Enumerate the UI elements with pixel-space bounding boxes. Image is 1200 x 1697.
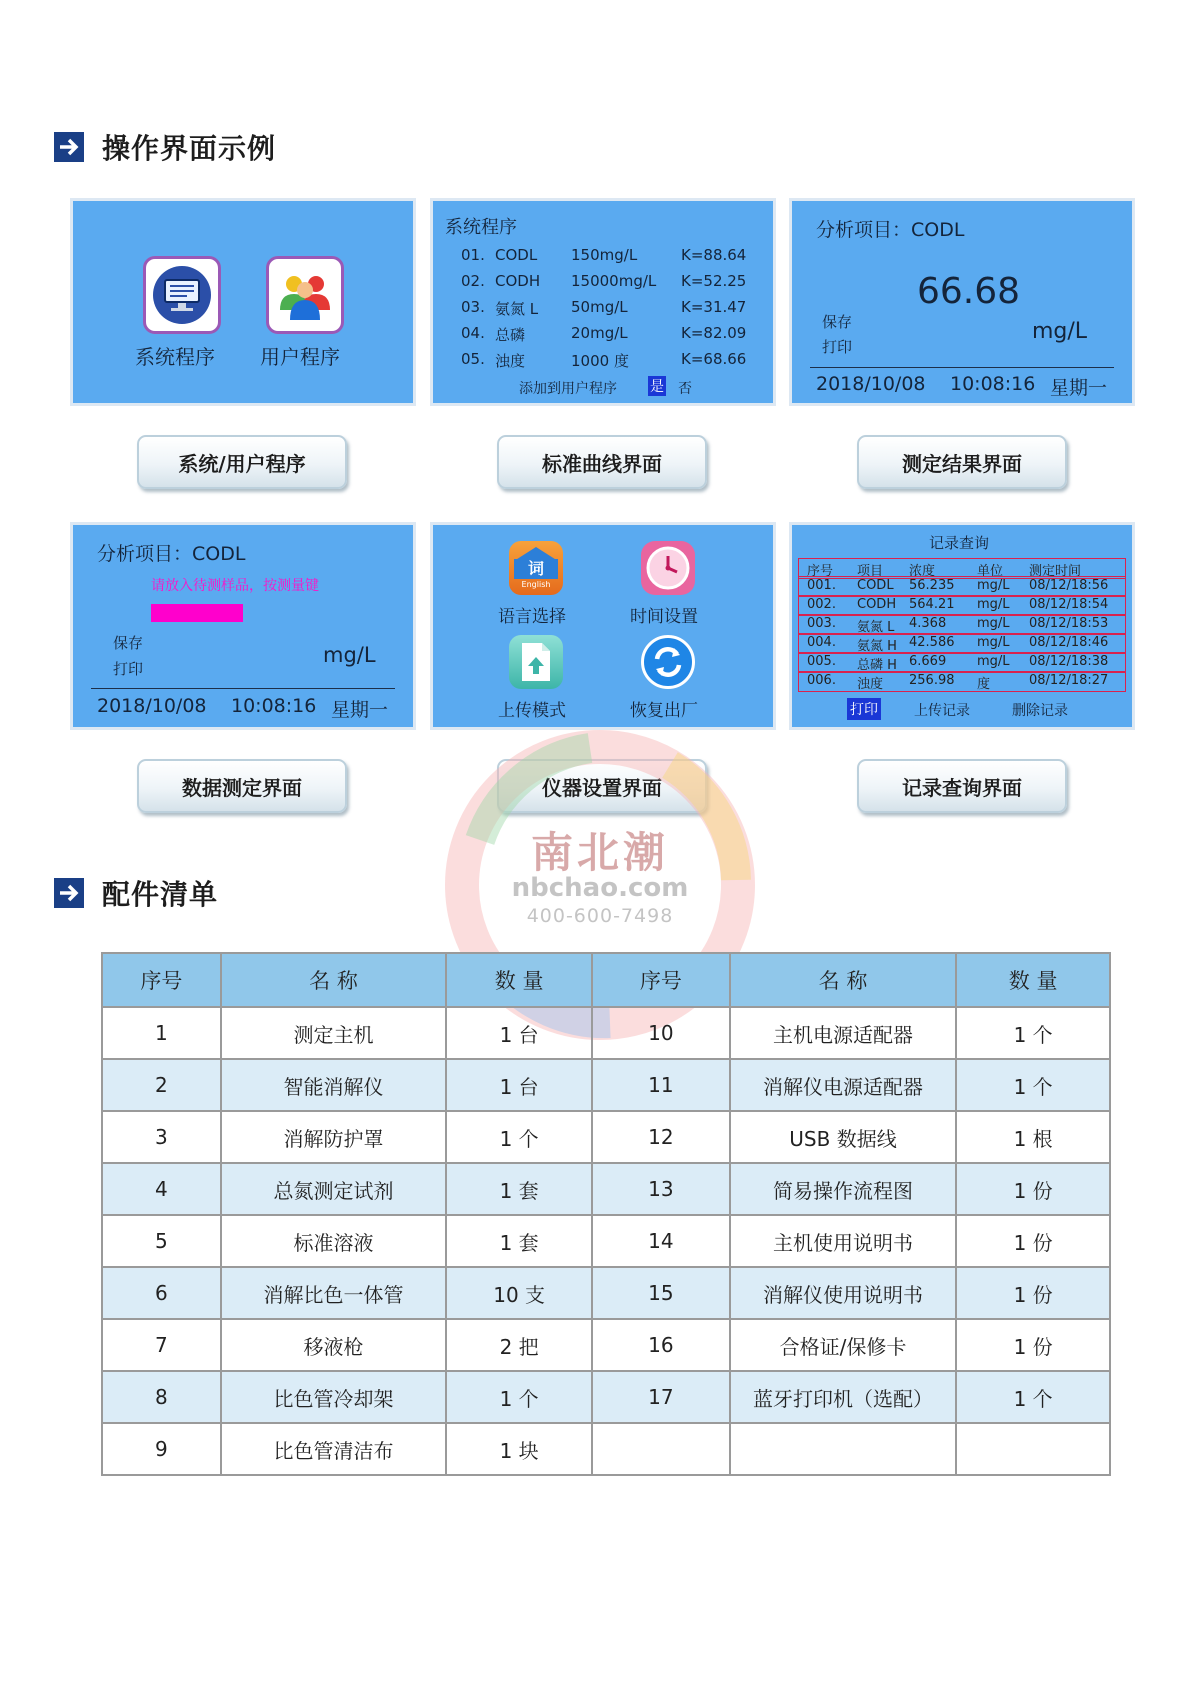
col-header: 数 量 — [446, 953, 592, 1007]
section-header-accessories — [54, 873, 218, 913]
col-header: 数 量 — [956, 953, 1110, 1007]
section-header-ui-examples — [54, 127, 276, 167]
accessory-table — [101, 952, 1111, 1476]
table-row: 1 测定主机 1 台 10 主机电源适配器 1 个 — [102, 1007, 1110, 1059]
caption-record-query: 记录查询界面 — [857, 759, 1067, 813]
delete-record-button[interactable]: 删除记录 — [1012, 703, 1068, 719]
record-row[interactable]: 006. 浊度 256.98 度 08/12/18:27 — [798, 671, 1126, 692]
watermark-name: 南北潮 — [530, 828, 669, 877]
factory-reset-label: 恢复出厂 — [630, 701, 698, 721]
system-program-label: 系统程序 — [135, 345, 215, 369]
record-row[interactable]: 003. 氨氮 L 4.368 mg/L 08/12/18:53 — [798, 614, 1126, 635]
upload-mode-label: 上传模式 — [498, 701, 566, 721]
table-row: 2 智能消解仪 1 台 11 消解仪电源适配器 1 个 — [102, 1059, 1110, 1111]
weekday-readout: 星期一 — [331, 699, 389, 721]
user-program-button[interactable] — [266, 256, 344, 334]
insert-sample-prompt: 请放入待测样品，按测量键 — [151, 578, 319, 594]
arrow-right-icon — [54, 132, 84, 162]
col-header: 名 称 — [221, 953, 447, 1007]
screen-title: 系统程序 — [445, 217, 517, 238]
refresh-icon — [649, 643, 687, 681]
unit-label: mg/L — [323, 643, 376, 667]
result-value: 66.68 — [917, 271, 1021, 312]
no-option[interactable]: 否 — [678, 381, 692, 397]
divider — [810, 367, 1114, 368]
caption-instrument-settings: 仪器设置界面 — [497, 759, 707, 813]
col-header: 序号 — [592, 953, 730, 1007]
record-row[interactable]: 001. CODL 56.235 mg/L 08/12/18:56 — [798, 576, 1126, 597]
weekday-readout: 星期一 — [1050, 377, 1108, 399]
time-readout: 10:08:16 — [950, 373, 1036, 395]
screen-data-measurement — [70, 522, 416, 730]
date-readout: 2018/10/08 — [97, 695, 207, 717]
print-option[interactable]: 打印 — [822, 338, 853, 356]
table-row: 5 标准溶液 1 套 14 主机使用说明书 1 份 — [102, 1215, 1110, 1267]
language-icon: 词 English — [514, 547, 558, 589]
record-row[interactable]: 002. CODH 564.21 mg/L 08/12/18:54 — [798, 595, 1126, 616]
arrow-right-icon — [54, 878, 84, 908]
upload-file-icon — [516, 641, 556, 683]
upload-record-button[interactable]: 上传记录 — [914, 703, 970, 719]
result-unit: mg/L — [1032, 319, 1088, 344]
analysis-item-title: 分析项目：CODL — [97, 543, 246, 565]
table-header-row — [102, 953, 1110, 1007]
save-option[interactable]: 保存 — [822, 313, 853, 331]
save-option[interactable]: 保存 — [113, 634, 144, 652]
col-header: 序号 — [102, 953, 221, 1007]
table-row: 4 总氮测定试剂 1 套 13 简易操作流程图 1 份 — [102, 1163, 1110, 1215]
user-program-label: 用户程序 — [260, 345, 340, 369]
caption-program-screen: 系统/用户程序 — [137, 435, 347, 489]
date-readout: 2018/10/08 — [816, 373, 926, 395]
yes-option[interactable]: 是 — [648, 376, 666, 396]
table-row: 6 消解比色一体管 10 支 15 消解仪使用说明书 1 份 — [102, 1267, 1110, 1319]
record-row[interactable]: 004. 氨氮 H 42.586 mg/L 08/12/18:46 — [798, 633, 1126, 654]
screen-record-query — [789, 522, 1135, 730]
table-row: 3 消解防护罩 1 个 12 USB 数据线 1 根 — [102, 1111, 1110, 1163]
time-settings-label: 时间设置 — [630, 607, 698, 627]
print-option[interactable]: 打印 — [113, 660, 144, 678]
table-row: 9 比色管清洁布 1 块 — [102, 1423, 1110, 1475]
measure-progress-bar — [151, 604, 243, 622]
users-icon — [274, 264, 336, 326]
caption-standard-curve: 标准曲线界面 — [497, 435, 707, 489]
time-readout: 10:08:16 — [231, 695, 317, 717]
table-row: 7 移液枪 2 把 16 合格证/保修卡 1 份 — [102, 1319, 1110, 1371]
upload-mode-button[interactable] — [509, 635, 563, 689]
clock-icon — [645, 545, 691, 591]
add-to-user-program-label: 添加到用户程序 — [519, 381, 617, 397]
caption-data-measurement: 数据测定界面 — [137, 759, 347, 813]
language-select-label: 语言选择 — [498, 607, 566, 627]
screen-measurement-result — [789, 198, 1135, 406]
record-table-header: 序号 项目 浓度 单位 测定时间 — [798, 558, 1126, 579]
caption-result-screen: 测定结果界面 — [857, 435, 1067, 489]
factory-reset-button[interactable] — [641, 635, 695, 689]
language-select-button[interactable] — [509, 541, 563, 595]
section-title: 配件清单 — [102, 878, 219, 911]
section-title: 操作界面示例 — [102, 132, 277, 165]
screen-instrument-settings — [430, 522, 776, 730]
analysis-item-title: 分析项目：CODL — [816, 219, 965, 241]
record-query-title: 记录查询 — [929, 534, 990, 552]
screen-program-select — [70, 198, 416, 406]
col-header: 名 称 — [730, 953, 957, 1007]
time-settings-button[interactable] — [641, 541, 695, 595]
record-row[interactable]: 005. 总磷 H 6.669 mg/L 08/12/18:38 — [798, 652, 1126, 673]
table-row: 8 比色管冷却架 1 个 17 蓝牙打印机（选配） 1 个 — [102, 1371, 1110, 1423]
divider — [91, 688, 395, 689]
watermark-phone: 400-600-7498 — [526, 905, 674, 927]
watermark-site: nbchao.com — [511, 873, 689, 903]
system-program-button[interactable] — [143, 256, 221, 334]
print-record-button[interactable]: 打印 — [847, 698, 881, 720]
screen-standard-curve: 系统程序 01. CODL 150mg/L K=88.64 02. CODH 15000mg/L K=52.25 03. 氨氮 L 50mg/L K=31.47 04. 总磷 20mg/L K=82.09 05. 浊度 1000 度 K=68.66 添加到用户程序 是 否 — [430, 198, 776, 406]
monitor-icon — [151, 264, 213, 326]
